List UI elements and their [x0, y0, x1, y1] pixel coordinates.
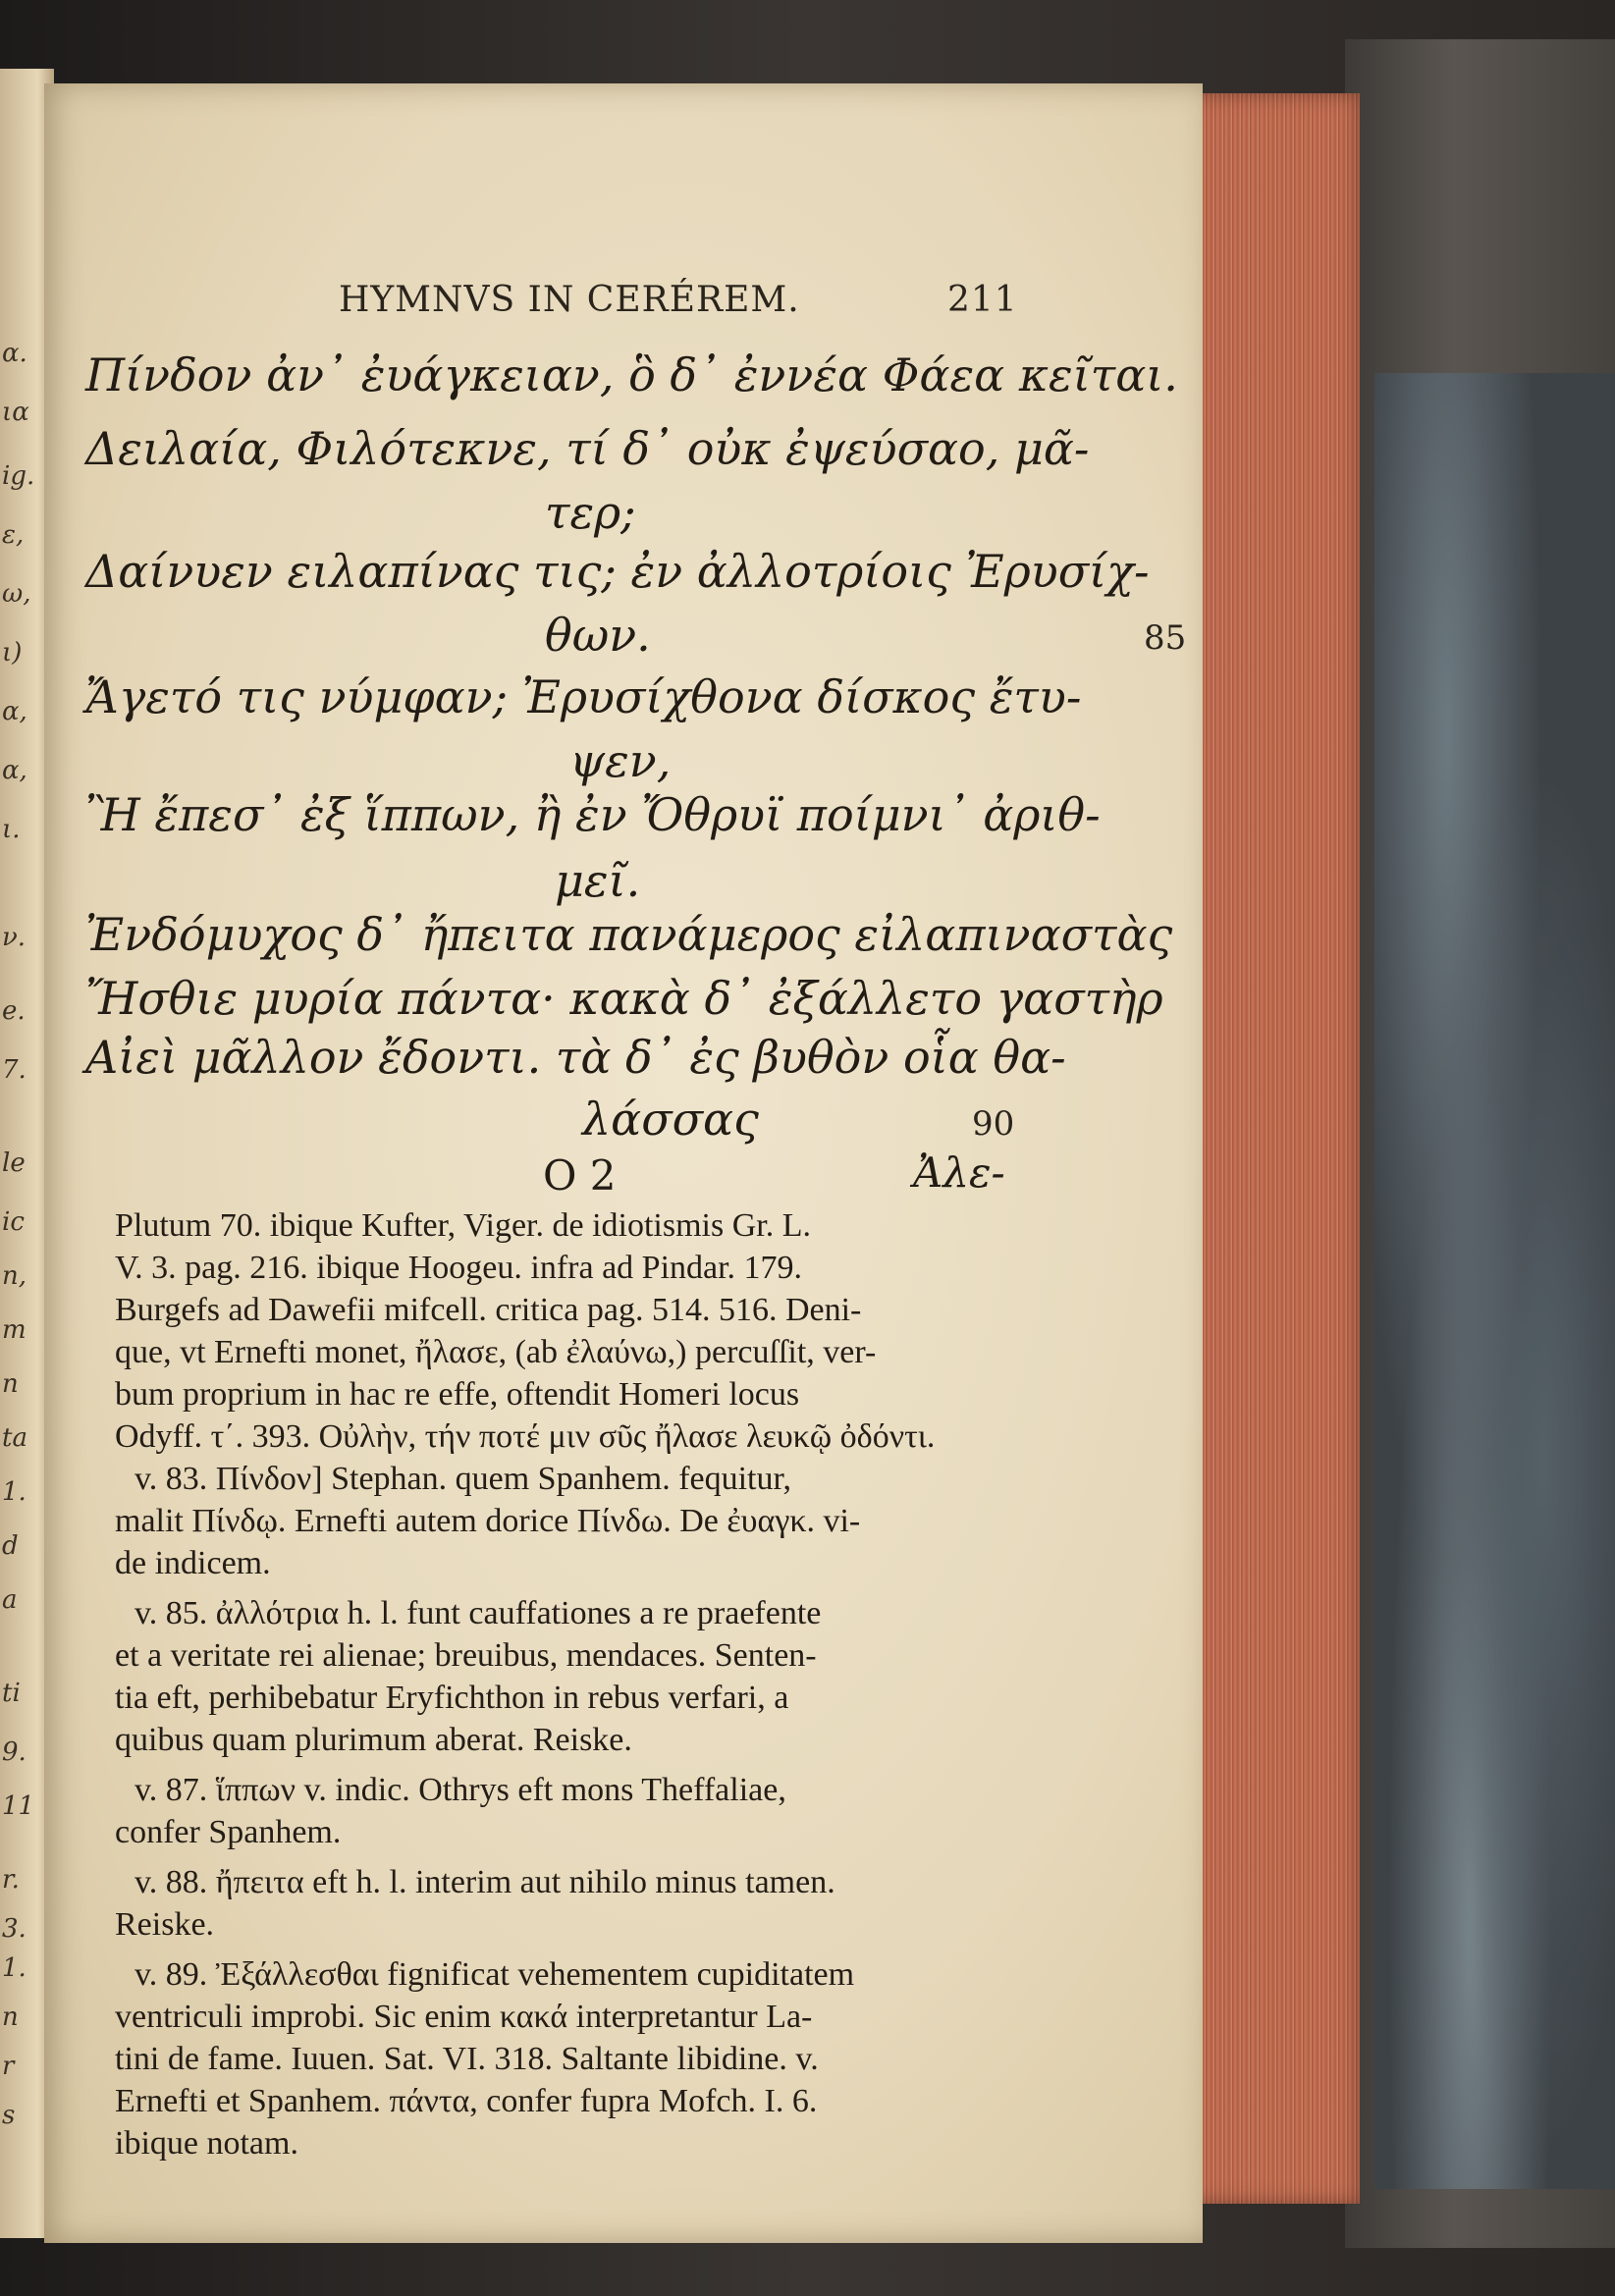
verse-line: θων. — [545, 609, 651, 662]
commentary-line: quibus quam plurimum aberat. Reiske. — [115, 1722, 632, 1758]
commentary-line: que, vt Ernefti monet, ἤλασε, (ab ἐλαύνω,) percuſſit, ver- — [115, 1334, 877, 1370]
verse-line: λάσσας — [582, 1093, 759, 1146]
left-fragment: e. — [2, 996, 26, 1026]
left-fragment: n, — [2, 1261, 27, 1291]
commentary-line: Odyff. τ΄. 393. Οὐλὴν, τήν ποτέ μιν σῦς ἤλασε λευκῷ ὀδόντι. — [115, 1418, 936, 1455]
commentary-line: Ernefti et Spanhem. πάντα, confer fupra Mofch. I. 6. — [115, 2083, 818, 2119]
commentary-line: Burgefs ad Dawefii mifcell. critica pag. 514. 516. Deni- — [115, 1292, 862, 1328]
commentary-line: v. 83. Πίνδον] Stephan. quem Spanhem. fequitur, — [135, 1461, 791, 1497]
verse-line: Πίνδον ἀν᾽ ἐυάγκειαν, ὃ δ᾽ ἐννέα Φάεα κεῖται. — [85, 348, 1178, 401]
left-fragment: 1. — [2, 1477, 27, 1507]
left-fragment: n — [2, 2002, 19, 2032]
left-fragment: 9. — [2, 1737, 27, 1767]
verse-line: Δειλαία, Φιλότεκνε, τί δ᾽ οὐκ ἐψεύσαο, μᾶ- — [85, 422, 1090, 475]
commentary-line: confer Spanhem. — [115, 1814, 342, 1850]
left-fragment: ι) — [2, 638, 23, 667]
verse-line: ψεν, — [569, 734, 672, 787]
left-fragment: α, — [2, 697, 27, 726]
left-fragment: a — [2, 1585, 18, 1615]
commentary-line: v. 89. Ἐξάλλεσθαι fignificat vehementem cupiditatem — [135, 1956, 855, 1993]
line-number: 90 — [972, 1104, 1015, 1144]
verse-line: Ἐνδόμυχος δ᾽ ἤπειτα πανάμερος εἰλαπιναστὰς — [85, 908, 1173, 961]
commentary-line: V. 3. pag. 216. ibique Hoogeu. infra ad Pindar. 179. — [115, 1250, 803, 1286]
verse-line: Αἰεὶ μᾶλλον ἔδοντι. τὰ δ᾽ ἐς βυθὸν οἷα θα- — [85, 1031, 1066, 1084]
left-fragment: ti — [2, 1679, 21, 1708]
verse-line: Δαίνυεν ειλαπίνας τις; ἐν ἀλλοτρίοις Ἐρυσίχ- — [85, 545, 1150, 598]
left-fragment: le — [2, 1148, 26, 1178]
catchword: Ἀλε- — [913, 1148, 1005, 1197]
left-fragment: 3. — [2, 1914, 27, 1944]
left-fragment: ig. — [2, 461, 35, 491]
page-number: 211 — [947, 280, 1018, 320]
commentary-line: bum proprium in hac re effe, oftendit Homeri locus — [115, 1376, 800, 1413]
commentary-line: tini de fame. Iuuen. Sat. VI. 318. Saltante libidine. v. — [115, 2041, 819, 2077]
verse-line: Ἄγετό τις νύμφαν; Ἐρυσίχθονα δίσκος ἔτυ- — [85, 670, 1082, 723]
verse-line: τερ; — [545, 486, 636, 539]
book-page — [44, 83, 1203, 2243]
left-fragment: α, — [2, 756, 27, 785]
left-fragment: α. — [2, 339, 27, 368]
signature-mark: O 2 — [543, 1151, 617, 1200]
left-fragment: ta — [2, 1423, 27, 1453]
line-number: 85 — [1144, 618, 1187, 658]
left-fragment: m — [2, 1315, 27, 1345]
page-edges — [1188, 93, 1360, 2204]
commentary-line: Plutum 70. ibique Kufter, Viger. de idiotismis Gr. L. — [115, 1207, 811, 1244]
left-fragment: 7. — [2, 1055, 27, 1085]
commentary-line: et a veritate rei alienae; breuibus, mendaces. Senten- — [115, 1637, 817, 1674]
commentary-line: v. 88. ἤπειτα eft h. l. interim aut nihilo minus tamen. — [135, 1864, 835, 1900]
left-fragment: 1. — [2, 1953, 27, 1983]
verse-line: Ἢ ἔπεσ᾽ ἐξ ἵππων, ἢ ἐν Ὄθρυϊ ποίμνι᾽ ἀριθ- — [85, 788, 1101, 841]
commentary-line: v. 85. ἀλλότρια h. l. funt cauffationes a re praefente — [135, 1595, 822, 1631]
left-fragment: 11 — [2, 1791, 35, 1821]
commentary-line: ventriculi improbi. Sic enim κακά interpretantur La- — [115, 1999, 813, 2035]
left-fragment: r. — [2, 1865, 20, 1895]
left-fragment: ι. — [2, 815, 21, 844]
commentary-line: v. 87. ἵππων v. indic. Othrys eft mons Theffaliae, — [135, 1772, 786, 1808]
commentary-line: Reiske. — [115, 1906, 215, 1943]
marbled-cover-board — [1374, 373, 1615, 2189]
left-fragment: n — [2, 1369, 19, 1399]
left-fragment: ια — [2, 398, 29, 427]
left-fragment: r — [2, 2052, 15, 2081]
commentary-line: ibique notam. — [115, 2125, 298, 2162]
left-fragment: s — [2, 2101, 16, 2130]
commentary-line: tia eft, perhibebatur Eryfichthon in rebus verfari, a — [115, 1680, 789, 1716]
commentary-line: de indicem. — [115, 1545, 271, 1581]
left-fragment: ω, — [2, 579, 31, 609]
running-title: HYMNVS IN CERÉREM. — [339, 280, 800, 320]
left-fragment: ic — [2, 1207, 25, 1237]
commentary-line: malit Πίνδῳ. Ernefti autem dorice Πίνδω. De ἐυαγκ. vi- — [115, 1503, 861, 1539]
left-fragment: d — [2, 1531, 19, 1561]
verse-line: Ἤσθιε μυρία πάντα· κακὰ δ᾽ ἐξάλλετο γαστὴρ — [85, 972, 1163, 1025]
left-fragment: ε, — [2, 520, 25, 550]
verse-line: μεῖ. — [555, 854, 641, 907]
left-fragment: ν. — [2, 923, 27, 952]
